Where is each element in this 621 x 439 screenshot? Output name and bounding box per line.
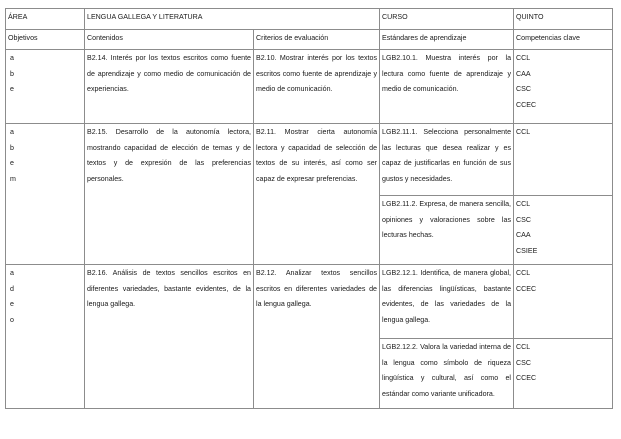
objetivo-item: a <box>10 269 14 277</box>
objetivo-item: a <box>10 128 14 136</box>
competencia-item: CCL <box>516 128 531 136</box>
estandar-cell: LGB2.10.1. Muestra interés por la lectura como fuente de aprendizaje y medio de comunicación. <box>380 50 514 124</box>
column-header-objetivos: Objetivos <box>6 30 85 50</box>
curriculum-table <box>5 8 613 409</box>
competencia-item: CCL <box>516 54 531 62</box>
column-header-estandares: Estándares de aprendizaje <box>380 30 514 50</box>
estandar-cell: LGB2.12.1. Identifica, de manera global, las diferencias lingüísticas, bastante evidentes, de las variedades de la lengua gallega. <box>380 265 514 339</box>
objetivos-cell <box>6 50 85 124</box>
competencia-item: CSC <box>516 85 531 94</box>
competencia-item: CCL <box>516 343 531 351</box>
objetivo-item: e <box>10 300 14 309</box>
objetivo-item: o <box>10 315 14 324</box>
criterio-cell: B2.11. Mostrar cierta autonomía lectora y capacidad de selección de textos de su interés, así como ser capaz de expresar preferencias. <box>254 124 380 265</box>
estandar-cell: LGB2.11.2. Expresa, de manera sencilla, opiniones y valoraciones sobre las lecturas hechas. <box>380 196 514 265</box>
competencia-item: CCEC <box>516 374 537 383</box>
competencia-item: CCL <box>516 200 531 208</box>
curso-value: QUINTO <box>514 9 613 30</box>
table-row <box>6 265 613 339</box>
area-label: ÁREA <box>6 9 85 30</box>
competencia-item: CAA <box>516 231 531 240</box>
competencias-cell <box>514 50 613 124</box>
table-row <box>6 124 613 196</box>
objetivo-item: d <box>10 284 14 293</box>
criterio-cell: B2.12. Analizar textos sencillos escritos en diferentes variedades de la lengua gallega. <box>254 265 380 409</box>
estandar-cell: LGB2.12.2. Valora la variedad interna de la lengua como símbolo de riqueza lingüística y cultural, así como el estándar como variante unificadora. <box>380 339 514 409</box>
objetivo-item: e <box>10 85 14 94</box>
contenido-cell: B2.16. Análisis de textos sencillos escritos en diferentes variedades, bastante evidentes, de la lengua gallega. <box>85 265 254 409</box>
competencias-cell <box>514 124 613 196</box>
table-row <box>6 50 613 124</box>
objetivo-item: m <box>10 174 16 183</box>
curso-label: CURSO <box>380 9 514 30</box>
competencia-item: CAA <box>516 69 531 78</box>
criterio-cell: B2.10. Mostrar interés por los textos escritos como fuente de aprendizaje y medio de comunicación. <box>254 50 380 124</box>
estandar-cell: LGB2.11.1. Selecciona personalmente las lecturas que desea realizar y es capaz de justificarlas en función de sus gustos y necesidades. <box>380 124 514 196</box>
objetivos-cell <box>6 124 85 265</box>
column-header-contenidos: Contenidos <box>85 30 254 50</box>
column-header-competencias: Competencias clave <box>514 30 613 50</box>
objetivo-item: b <box>10 69 14 78</box>
contenido-cell: B2.14. Interés por los textos escritos como fuente de aprendizaje y como medio de comunicación de experiencias. <box>85 50 254 124</box>
competencia-item: CCEC <box>516 284 537 293</box>
header-row <box>6 9 613 30</box>
contenido-cell: B2.15. Desarrollo de la autonomía lectora, mostrando capacidad de elección de temas y de textos y de expresión de las preferencias personales. <box>85 124 254 265</box>
column-header-criterios: Criterios de evaluación <box>254 30 380 50</box>
competencias-cell <box>514 339 613 409</box>
objetivo-item: a <box>10 54 14 62</box>
competencias-cell <box>514 196 613 265</box>
objetivo-item: e <box>10 159 14 168</box>
competencia-item: CCEC <box>516 100 537 109</box>
competencia-item: CSIEE <box>516 246 538 255</box>
competencias-cell <box>514 265 613 339</box>
competencia-item: CSC <box>516 215 531 224</box>
competencia-item: CSC <box>516 358 531 367</box>
objetivo-item: b <box>10 143 14 152</box>
competencia-item: CCL <box>516 269 531 277</box>
column-header-row <box>6 30 613 50</box>
objetivos-cell <box>6 265 85 409</box>
area-value: LENGUA GALLEGA Y LITERATURA <box>85 9 380 30</box>
